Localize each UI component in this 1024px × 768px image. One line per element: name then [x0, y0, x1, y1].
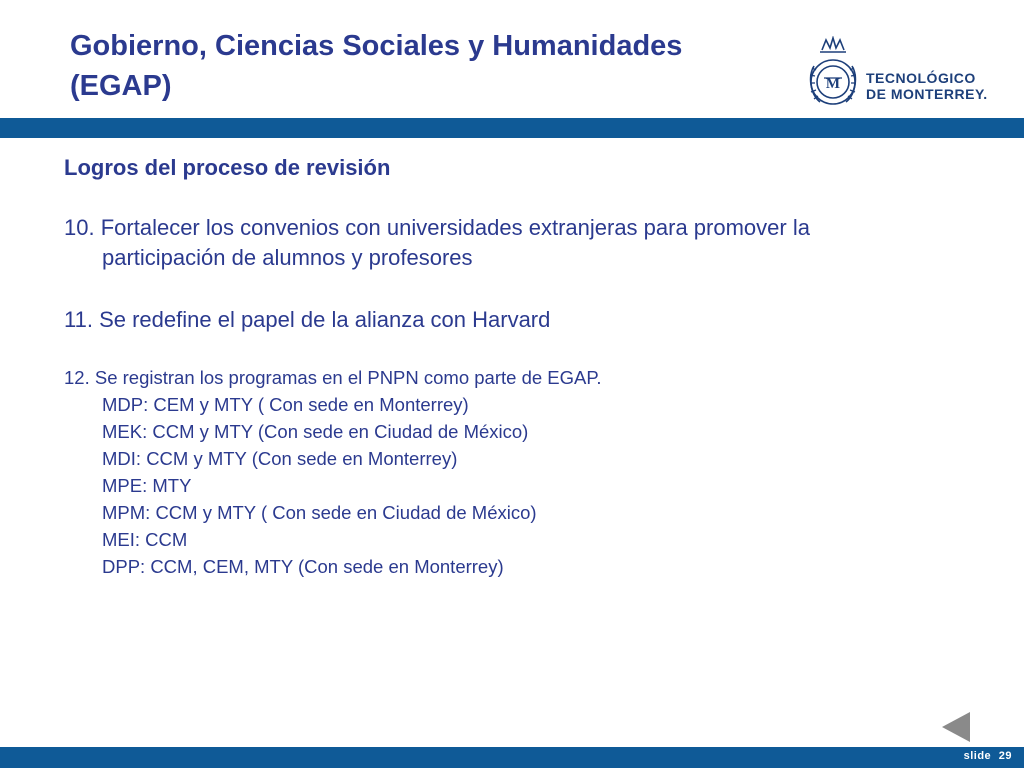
item-number: 11.	[64, 307, 93, 332]
item-text: Se registran los programas en el PNPN como parte de EGAP.	[94, 367, 602, 388]
item-continuation: participación de alumnos y profesores	[102, 245, 473, 270]
institution-seal-icon	[806, 36, 860, 110]
slide-header	[0, 0, 1024, 118]
logo-wordmark	[866, 70, 988, 102]
slide-label-text: slide	[963, 750, 992, 762]
item-text: Fortalecer los convenios con universidades extranjeras para promover la	[100, 215, 810, 240]
list-item	[64, 305, 550, 335]
list-item	[64, 213, 810, 273]
svg-text:M: M	[825, 76, 841, 92]
logo-wordmark-line-1: TECNOLÓGICO	[866, 70, 976, 86]
tec-monterrey-logo	[806, 36, 1006, 112]
program-line: DPP: CCM, CEM, MTY (Con sede en Monterrey)	[102, 556, 504, 577]
program-line: MPM: CCM y MTY ( Con sede en Ciudad de México)	[102, 502, 537, 523]
item-number: 12.	[64, 367, 90, 388]
slide-number: 29	[998, 750, 1012, 762]
program-line: MEI: CCM	[102, 529, 188, 550]
footer-bar	[0, 747, 1024, 768]
item-text: Se redefine el papel de la alianza con Harvard	[99, 307, 551, 332]
slide-counter	[960, 750, 1012, 762]
previous-slide-button[interactable]	[939, 710, 973, 744]
triangle-left-icon	[939, 710, 973, 744]
item-number: 10.	[64, 215, 95, 240]
slide-title-line-2: (EGAP)	[70, 70, 172, 102]
program-line: MDI: CCM y MTY (Con sede en Monterrey)	[102, 448, 458, 469]
slide-title	[70, 26, 682, 106]
program-line: MPE: MTY	[102, 475, 192, 496]
slide-title-line-1: Gobierno, Ciencias Sociales y Humanidades	[70, 30, 683, 62]
logo-wordmark-line-2: DE MONTERREY.	[866, 86, 988, 102]
section-heading: Logros del proceso de revisión	[64, 155, 391, 180]
program-line: MDP: CEM y MTY ( Con sede en Monterrey)	[102, 394, 469, 415]
list-item	[64, 364, 601, 580]
header-band	[0, 118, 1024, 138]
program-line: MEK: CCM y MTY (Con sede en Ciudad de México)	[102, 421, 529, 442]
